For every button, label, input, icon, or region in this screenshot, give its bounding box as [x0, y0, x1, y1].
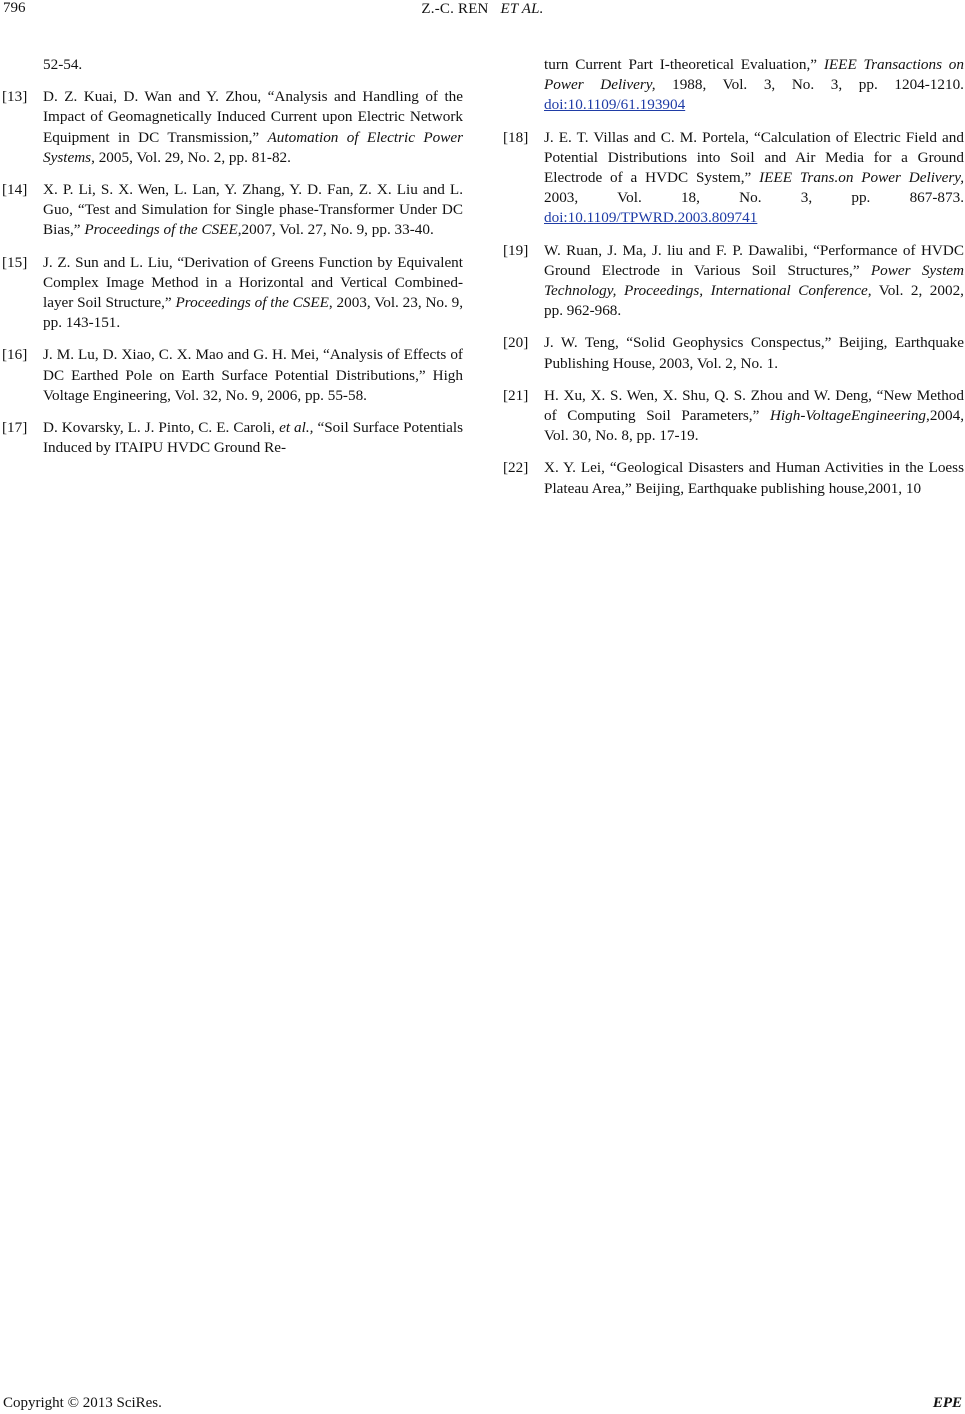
journal-abbrev: EPE — [932, 1395, 962, 1411]
reference-number: [19] — [503, 241, 529, 259]
reference-source: et al., — [279, 419, 314, 437]
reference-item — [2, 180, 463, 241]
reference-number: [17] — [2, 419, 28, 437]
reference-text: turn Current Part I-theoretical Evaluation,” — [544, 56, 824, 73]
right-column — [503, 55, 965, 511]
reference-number: [20] — [503, 334, 529, 352]
reference-number: [15] — [2, 253, 28, 271]
reference-text: Vol. 2, 2002, pp. 962-968. — [544, 282, 964, 320]
reference-number: [14] — [2, 181, 28, 199]
reference-list-right — [503, 128, 965, 499]
reference-text: J. Z. Sun and L. Liu, “Derivation of Greens Function by Equivalent Complex Image Method in a Horizontal and Vertical Combined-layer Soil Structure,” — [43, 253, 463, 312]
reference-item — [2, 418, 463, 458]
reference-source: Automation of Electric Power Systems — [43, 128, 463, 166]
page-number: 796 — [3, 0, 26, 16]
reference-number: [16] — [2, 346, 28, 364]
reference-text: ,2004, Vol. 30, No. 8, pp. 17-19. — [544, 407, 964, 445]
reference-text: , 2005, Vol. 29, No. 2, pp. 81-82. — [91, 148, 291, 166]
reference-body — [544, 458, 964, 498]
reference-continuation — [544, 55, 964, 116]
doi-link[interactable]: doi:10.1109/61.193904 — [544, 96, 686, 114]
page-footer — [0, 1395, 965, 1413]
reference-text: 1988, Vol. 3, No. 3, pp. 1204-1210. — [655, 76, 964, 94]
reference-item — [2, 345, 463, 406]
reference-text: ,2007, Vol. 27, No. 9, pp. 33-40. — [237, 221, 434, 239]
reference-item — [503, 333, 964, 373]
reference-item — [503, 458, 964, 498]
reference-text: D. Kovarsky, L. J. Pinto, C. E. Caroli, — [43, 419, 280, 437]
reference-item — [503, 128, 965, 229]
reference-source: High-VoltageEngineering — [769, 407, 927, 425]
reference-text: H. Xu, X. S. Wen, X. Shu, Q. S. Zhou and W. Deng, “New Method of Computing Soil Parameters,” — [544, 386, 964, 425]
reference-body — [544, 241, 964, 322]
reference-body — [544, 128, 964, 229]
reference-body — [43, 253, 463, 334]
reference-body — [43, 418, 463, 458]
left-column — [2, 55, 464, 470]
reference-body — [43, 87, 463, 168]
page-header — [0, 0, 965, 24]
reference-text: X. Y. Lei, “Geological Disasters and Human Activities in the Loess Plateau Area,” Beijing, Earthquake publishing house,2001, 10 — [544, 459, 964, 497]
reference-body — [43, 345, 463, 406]
reference-number: [13] — [2, 88, 28, 106]
reference-source: Proceedings of the CSEE — [175, 294, 329, 312]
reference-body — [43, 180, 463, 241]
reference-body — [544, 386, 964, 447]
reference-body — [544, 333, 964, 373]
running-head-author: Z.-C. REN — [421, 1, 489, 17]
reference-item — [2, 253, 464, 334]
reference-source: IEEE Trans.on Power Delivery, — [759, 169, 965, 187]
reference-item — [503, 241, 964, 322]
reference-source: Proceedings of the CSEE — [84, 221, 238, 239]
reference-text: J. E. T. Villas and C. M. Portela, “Calculation of Electric Field and Potential Distributions into Soil and Air Media for a Ground Electrode of a HVDC System,” — [544, 128, 964, 187]
reference-text: J. W. Teng, “Solid Geophysics Conspectus,” Beijing, Earthquake Publishing House, 2003, Vol. 2, No. 1. — [544, 334, 964, 372]
reference-number: [22] — [503, 459, 529, 477]
reference-text: X. P. Li, S. X. Wen, L. Lan, Y. Zhang, Y. D. Fan, Z. X. Liu and L. Guo, “Test and Simulation for Single phase-Transformer Under DC Bias,” — [43, 181, 463, 239]
reference-text: “Soil Surface Potentials Induced by ITAIPU HVDC Ground Re- — [43, 419, 463, 457]
reference-item — [2, 87, 463, 168]
running-head — [0, 1, 965, 18]
reference-list-left — [2, 87, 464, 458]
reference-number: [21] — [503, 386, 529, 404]
reference-text: , 2003, Vol. 23, No. 9, pp. 143-151. — [43, 294, 464, 332]
reference-source: Power System Technology, Proceedings, International Conference, — [544, 261, 964, 300]
reference-source: IEEE Transactions on Power Delivery, — [544, 56, 964, 94]
copyright: Copyright © 2013 SciRes. — [3, 1395, 162, 1411]
reference-number: [18] — [503, 128, 529, 146]
reference-text: D. Z. Kuai, D. Wan and Y. Zhou, “Analysis and Handling of the Impact of Geomagnetically Induced Current upon Electric Network Equipment in DC Transmission,” — [43, 88, 463, 146]
reference-item — [503, 386, 964, 447]
reference-continuation: 52-54. — [43, 56, 83, 73]
reference-text: 2003, Vol. 18, No. 3, pp. 867-873. — [544, 189, 964, 207]
reference-text: W. Ruan, J. Ma, J. liu and F. P. Dawalibi, “Performance of HVDC Ground Electrode in Various Soil Structures,” — [544, 241, 964, 279]
running-head-et-al: ET AL. — [500, 1, 544, 17]
doi-link[interactable]: doi:10.1109/TPWRD.2003.809741 — [544, 209, 758, 227]
reference-text: J. M. Lu, D. Xiao, C. X. Mao and G. H. Mei, “Analysis of Effects of DC Earthed Pole on Earth Surface Potential Distributions,” High Voltage Engineering, Vol. 32, No. 9, 2006, pp. 55-58. — [43, 346, 463, 404]
